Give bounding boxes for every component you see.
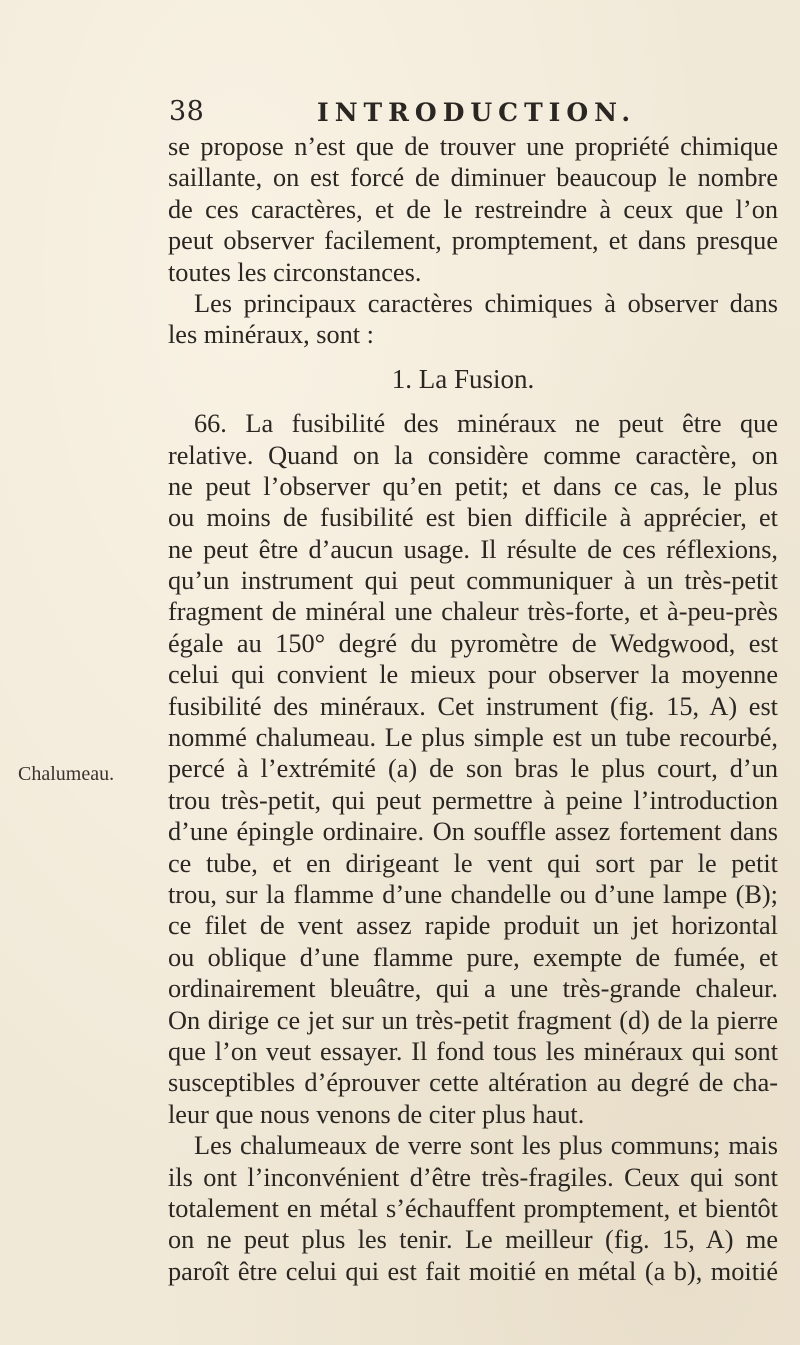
text-line: relative. Quand on la considère comme caractère, on: [168, 440, 778, 470]
text-line: nommé chalumeau. Le plus simple est un tube recourbé,: [168, 723, 778, 753]
text-line: se propose n’est que de trouver une propriété chimique: [168, 132, 778, 161]
margin-note: Chalumeau.: [18, 763, 115, 785]
paragraph-2: [168, 288, 778, 351]
text-line: les minéraux, sont :: [168, 320, 374, 350]
body-text: [168, 131, 778, 1287]
text-line: ils ont l’inconvénient d’être très-fragiles. Ceux qui sont: [168, 1162, 778, 1192]
text-line: d’une épingle ordinaire. On souffle assez fortement dans: [168, 817, 778, 847]
text-line: ou moins de fusibilité est bien difficile à apprécier, et: [168, 503, 778, 533]
section-title: 1. La Fusion.: [391, 363, 535, 394]
text-line: leur que nous venons de citer plus haut.: [168, 1099, 585, 1129]
text-line: fragment de minéral une chaleur très-forte, et à-peu-près: [168, 597, 778, 627]
text-line: ordinairement bleuâtre, qui a une très-grande chaleur.: [168, 974, 778, 1004]
paragraph-1: [168, 131, 778, 288]
text-line: Les chalumeaux de verre sont les plus communs; mais: [194, 1131, 778, 1161]
running-head: INTRODUCTION.: [317, 98, 637, 127]
text-line: ne peut l’observer qu’en petit; et dans ce cas, le plus: [168, 471, 778, 501]
text-line: on ne peut plus les tenir. Le meilleur (fig. 15, A) me: [168, 1225, 778, 1255]
page-number: 38: [169, 96, 205, 127]
page-header: [165, 96, 785, 132]
text-line: ce filet de vent assez rapide produit un jet horizontal: [168, 911, 778, 941]
text-line: percé à l’extrémité (a) de son bras le plus court, d’un: [168, 754, 778, 784]
text-line: toutes les circonstances.: [168, 257, 422, 287]
text-line: Les principaux caractères chimiques à observer dans: [194, 288, 778, 318]
text-line: ne peut être d’aucun usage. Il résulte de ces réflexions,: [168, 534, 778, 564]
text-line: qu’un instrument qui peut communiquer à un très-petit: [168, 566, 778, 596]
text-line: saillante, on est forcé de diminuer beaucoup le nombre: [168, 163, 778, 193]
text-line: 66. La fusibilité des minéraux ne peut être que: [194, 409, 778, 439]
paragraph-4: [168, 1130, 778, 1287]
text-line: On dirige ce jet sur un très-petit fragment (d) de la pierre: [168, 1005, 778, 1035]
text-line: de ces caractères, et de le restreindre à ceux que l’on: [168, 194, 778, 224]
text-line: fusibilité des minéraux. Cet instrument (fig. 15, A) est: [168, 691, 778, 721]
text-line: peut observer facilement, promptement, et dans presque: [168, 226, 778, 256]
text-line: celui qui convient le mieux pour observer la moyenne: [168, 660, 778, 690]
text-line: ou oblique d’une flamme pure, exempte de fumée, et: [168, 942, 778, 972]
text-line: que l’on veut essayer. Il fond tous les minéraux qui sont: [168, 1036, 778, 1066]
text-line: trou, sur la flamme d’une chandelle ou d’une lampe (B);: [168, 879, 778, 909]
text-line: trou très-petit, qui peut permettre à peine l’introduction: [168, 785, 778, 815]
text-line: susceptibles d’éprouver cette altération au degré de cha-: [168, 1068, 778, 1098]
text-line: paroît être celui qui est fait moitié en métal (a b), moitié: [168, 1256, 778, 1286]
text-line: totalement en métal s’échauffent promptement, et bientôt: [168, 1193, 778, 1223]
text-line: ce tube, et en dirigeant le vent qui sort par le petit: [168, 848, 778, 878]
paragraph-3: [168, 408, 778, 1130]
text-line: égale au 150° degré du pyromètre de Wedgwood, est: [168, 628, 778, 658]
